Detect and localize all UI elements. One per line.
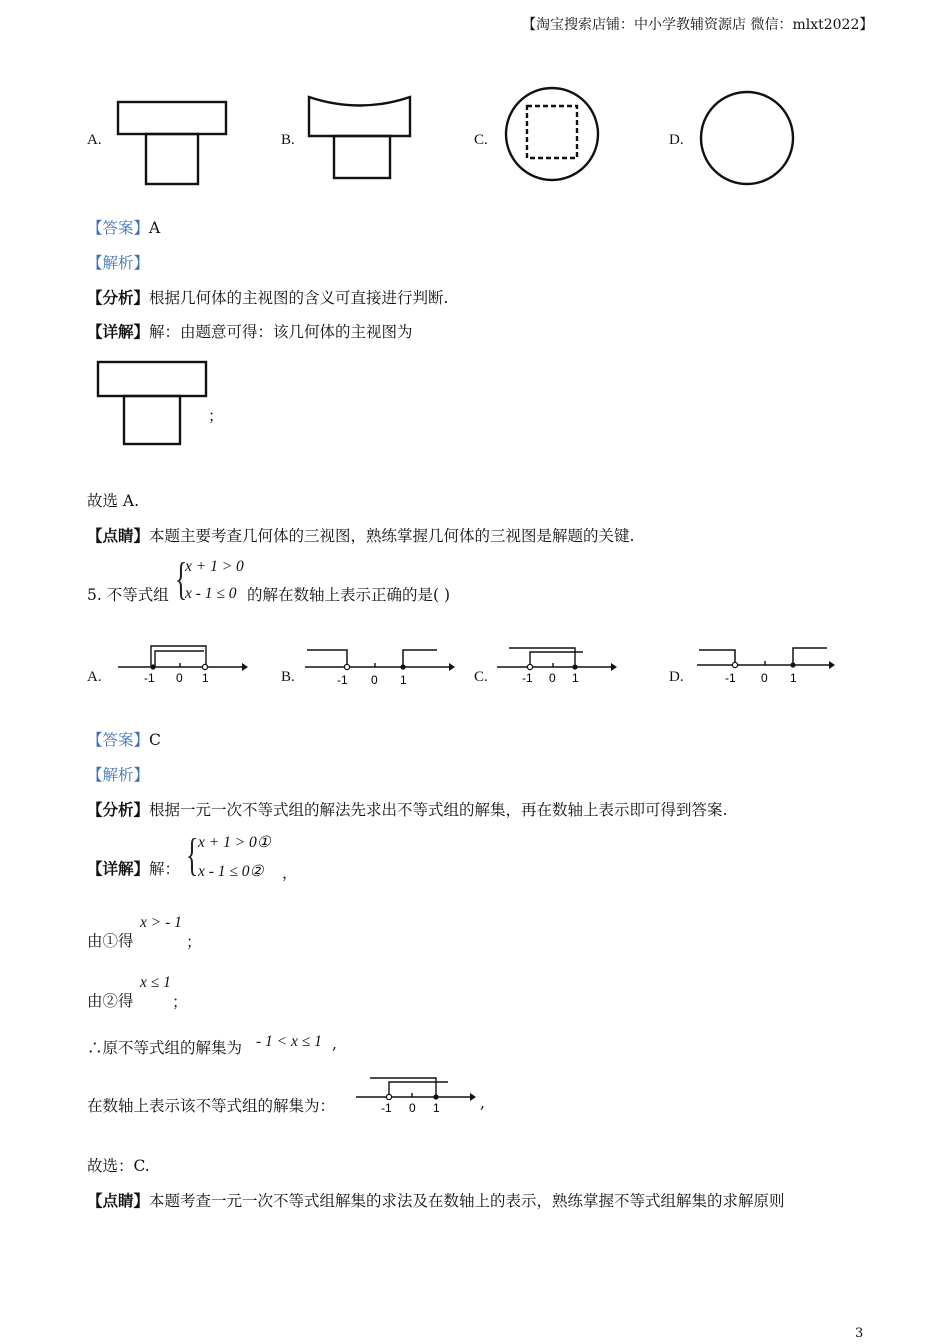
q5-solution-tick-0: 0 [409, 1101, 416, 1115]
q4-comment-label: 【点睛】 [87, 526, 150, 545]
q4-answer-tag: 【答案】 [87, 219, 150, 237]
q5-option-b-label: B. [281, 669, 295, 685]
q4-answer-value: A [149, 219, 161, 237]
q5-step2-math: x ≤ 1 [140, 974, 171, 991]
store-header-note: 【淘宝搜索店铺：中小学教辅资源店 微信：mlxt2022】 [522, 17, 874, 33]
q5-answer-tag: 【答案】 [87, 731, 150, 749]
q5-system-brace: { [186, 829, 199, 880]
q5-therefore-end: , [332, 1035, 337, 1053]
q4-option-a-figure [116, 100, 228, 188]
q5-comment-line [87, 1189, 785, 1211]
q4-option-b-figure [306, 92, 414, 184]
q4-comment-line [87, 524, 634, 546]
q5-solution-numberline [356, 1072, 476, 1116]
q5-option-a-numberline [118, 640, 248, 690]
q5-therefore-text: ∴原不等式组的解集为 [87, 1039, 243, 1057]
q5-option-a-label: A. [87, 669, 102, 685]
q5-therefore-math: - 1 < x ≤ 1 [256, 1033, 322, 1050]
q5-option-d-tick-1: 1 [790, 671, 797, 685]
q5-option-c-tick-neg1: -1 [522, 671, 533, 685]
q5-option-c-tick-1: 1 [572, 671, 579, 685]
q5-comment-text: 本题考查一元一次不等式组解集的求法及在数轴上的表示，熟练掌握不等式组解集的求解原则 [149, 1192, 785, 1210]
q4-option-d-figure [699, 90, 799, 190]
q5-step1-math: x > - 1 [140, 914, 182, 931]
q5-system-line-2: x - 1 ≤ 0② [198, 863, 264, 880]
q5-step1-text: 由①得 [87, 932, 134, 950]
q4-analysis-tag: 【解析】 [87, 254, 150, 272]
q5-option-a-tick-0: 0 [176, 671, 183, 685]
q5-answer-line [87, 728, 161, 750]
q4-option-c-label: C. [474, 132, 488, 148]
q5-option-c-label: C. [474, 669, 488, 685]
q5-option-b-tick-neg1: -1 [337, 673, 348, 687]
q4-detail-text: 解：由题意可得：该几何体的主视图为 [149, 323, 413, 341]
q4-analysis-text: 根据几何体的主视图的含义可直接进行判断. [149, 289, 449, 307]
q4-detail-semicolon: ； [208, 407, 224, 425]
q5-stem-inequality-2: x - 1 ≤ 0 [185, 585, 237, 602]
q5-option-a-tick-1: 1 [202, 671, 209, 685]
q4-front-view-figure [96, 360, 208, 446]
q5-stem-brace: { [175, 553, 188, 604]
q5-option-b-numberline [305, 640, 455, 690]
q5-option-c-numberline [497, 640, 617, 690]
q5-detail-label: 【详解】 [87, 859, 150, 878]
q5-answer-value: C [149, 731, 161, 749]
q5-numberline-end: , [480, 1094, 485, 1112]
q5-analysis-text: 根据一元一次不等式组的解法先求出不等式组的解集，再在数轴上表示即可得到答案. [149, 801, 728, 819]
q4-analysis-label: 【分析】 [87, 288, 150, 307]
q5-option-b-tick-0: 0 [371, 673, 378, 687]
q5-option-d-label: D. [669, 669, 684, 685]
q4-option-d-label: D. [669, 132, 684, 148]
q5-comment-label: 【点睛】 [87, 1191, 150, 1210]
q5-stem-prefix: 5. 不等式组 [87, 586, 169, 604]
q4-comment-text: 本题主要考查几何体的三视图，熟练掌握几何体的三视图是解题的关键. [149, 527, 635, 545]
q5-step2-text: 由②得 [87, 992, 134, 1010]
q5-solution-tick-neg1: -1 [381, 1101, 392, 1115]
q5-stem-suffix: 的解在数轴上表示正确的是( ) [247, 586, 451, 604]
q4-conclusion: 故选 A. [87, 492, 140, 510]
q5-solution-tick-1: 1 [433, 1101, 440, 1115]
q4-detail-line [87, 320, 413, 342]
q5-step1-end: ； [186, 933, 202, 951]
q5-option-d-tick-0: 0 [761, 671, 768, 685]
q4-analysis-line [87, 286, 448, 308]
q5-option-b-tick-1: 1 [400, 673, 407, 687]
q4-detail-label: 【详解】 [87, 322, 150, 341]
q4-option-b-label: B. [281, 132, 295, 148]
q5-option-d-numberline [697, 640, 835, 690]
q5-system-line-1: x + 1 > 0① [198, 834, 271, 851]
q5-option-a-tick-neg1: -1 [144, 671, 155, 685]
q4-answer-line [87, 216, 160, 238]
q5-option-d-tick-neg1: -1 [725, 671, 736, 685]
q5-detail-text: 解： [149, 860, 181, 878]
q5-numberline-text: 在数轴上表示该不等式组的解集为： [87, 1097, 336, 1115]
q5-analysis-label: 【分析】 [87, 800, 150, 819]
q5-analysis-line [87, 798, 727, 820]
q5-detail-line [87, 857, 180, 879]
q5-stem-inequality-1: x + 1 > 0 [185, 558, 244, 575]
q5-analysis-tag: 【解析】 [87, 766, 150, 784]
q5-system-comma: ， [282, 864, 298, 882]
q5-step2-end: ； [172, 993, 188, 1011]
page-number: 3 [855, 1326, 864, 1341]
q5-option-c-tick-0: 0 [549, 671, 556, 685]
q4-option-c-figure [502, 84, 602, 184]
q5-conclusion: 故选：C. [87, 1157, 150, 1175]
q4-option-a-label: A. [87, 132, 102, 148]
